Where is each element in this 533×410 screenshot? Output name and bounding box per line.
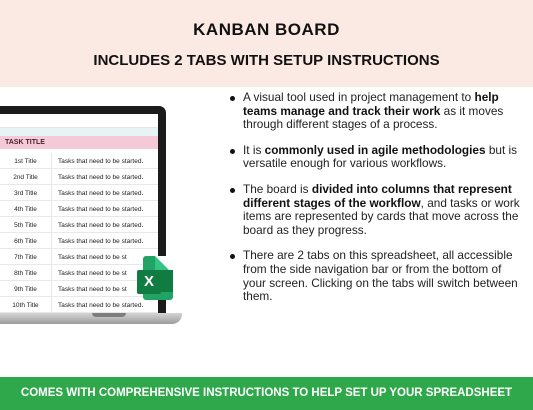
task-rows: [0, 153, 158, 313]
table-row: [0, 265, 158, 281]
bullet-post-text: as it moves through different stages of a process.: [243, 103, 504, 132]
task-title-cell: 2nd Title: [0, 169, 52, 185]
task-status-cell: Tasks that need to be st: [58, 286, 127, 293]
task-status-cell: Tasks that need to be started.: [58, 158, 144, 165]
table-row: [0, 153, 158, 169]
table-row: [0, 297, 158, 313]
bullet-item: [229, 183, 525, 237]
table-row: [0, 169, 158, 185]
header-band: [0, 0, 533, 87]
sheet-toolbar: [0, 114, 158, 128]
feature-list: [229, 91, 525, 316]
page-title: KANBAN BOARD: [193, 20, 340, 39]
bullet-bold-text: help teams manage and track their work: [243, 90, 499, 118]
bullet-pre-text: It is: [243, 142, 265, 157]
task-title-cell: 4th Title: [0, 201, 52, 217]
task-title-cell: 10th Title: [0, 297, 52, 313]
bullet-post-text: but is versatile enough for various workflows.: [243, 142, 518, 171]
table-row: [0, 233, 158, 249]
page-subtitle: [0, 52, 533, 69]
task-status-cell: Tasks that need to be started.: [58, 206, 144, 213]
task-title-cell: 7th Title: [0, 249, 52, 265]
task-status-cell: Tasks that need to be started.: [58, 238, 144, 245]
laptop-notch: [92, 313, 126, 317]
bullet-item: [229, 91, 525, 132]
task-title-cell: 1st Title: [0, 153, 52, 169]
column-header: TASK TITLE: [0, 136, 158, 149]
table-row: [0, 217, 158, 233]
task-title-cell: 9th Title: [0, 281, 52, 297]
footer-banner: COMES WITH COMPREHENSIVE INSTRUCTIONS TO HELP SET UP YOUR SPREADSHEET: [0, 377, 533, 410]
subtitle-bold: TABS: [186, 52, 227, 69]
bullet-bold-text: commonly used in agile methodologies: [264, 142, 486, 157]
laptop-base: [0, 313, 182, 324]
excel-icon: [137, 256, 175, 302]
bullet-item: [229, 249, 525, 303]
table-row: [0, 201, 158, 217]
table-row: [0, 185, 158, 201]
task-status-cell: Tasks that need to be st: [58, 270, 127, 277]
task-title-cell: 5th Title: [0, 217, 52, 233]
bullet-bold-text: divided into columns that represent different stages of the workflow: [243, 181, 512, 210]
spreadsheet-preview: [0, 114, 158, 313]
sheet-strip: [0, 128, 158, 136]
subtitle-suffix: WITH SETUP INSTRUCTIONS: [226, 52, 440, 69]
table-row: [0, 249, 158, 265]
task-title-cell: 8th Title: [0, 265, 52, 281]
task-title-cell: 3rd Title: [0, 185, 52, 201]
task-status-cell: Tasks that need to be started.: [58, 190, 144, 197]
task-status-cell: Tasks that need to be started.: [58, 174, 144, 181]
bullet-pre-text: A visual tool used in project management to: [243, 90, 475, 104]
bullet-pre-text: There are 2 tabs on this spreadsheet, all accessible from the side navigation bar or from the bottom of your screen. Clicking on the tabs will switch between them.: [243, 248, 518, 304]
bullet-post-text: , and tasks or work items are represented by cards that move across the board as they progress.: [243, 195, 520, 237]
excel-badge: X: [137, 270, 161, 294]
task-title-cell: 6th Title: [0, 233, 52, 249]
table-row: [0, 281, 158, 297]
subtitle-prefix: INCLUDES 2: [93, 52, 187, 69]
bullet-pre-text: The board is: [243, 181, 312, 196]
bullet-item: [229, 144, 525, 171]
task-status-cell: Tasks that need to be started.: [58, 302, 144, 309]
task-status-cell: Tasks that need to be st: [58, 254, 127, 261]
task-status-cell: Tasks that need to be started.: [58, 222, 144, 229]
